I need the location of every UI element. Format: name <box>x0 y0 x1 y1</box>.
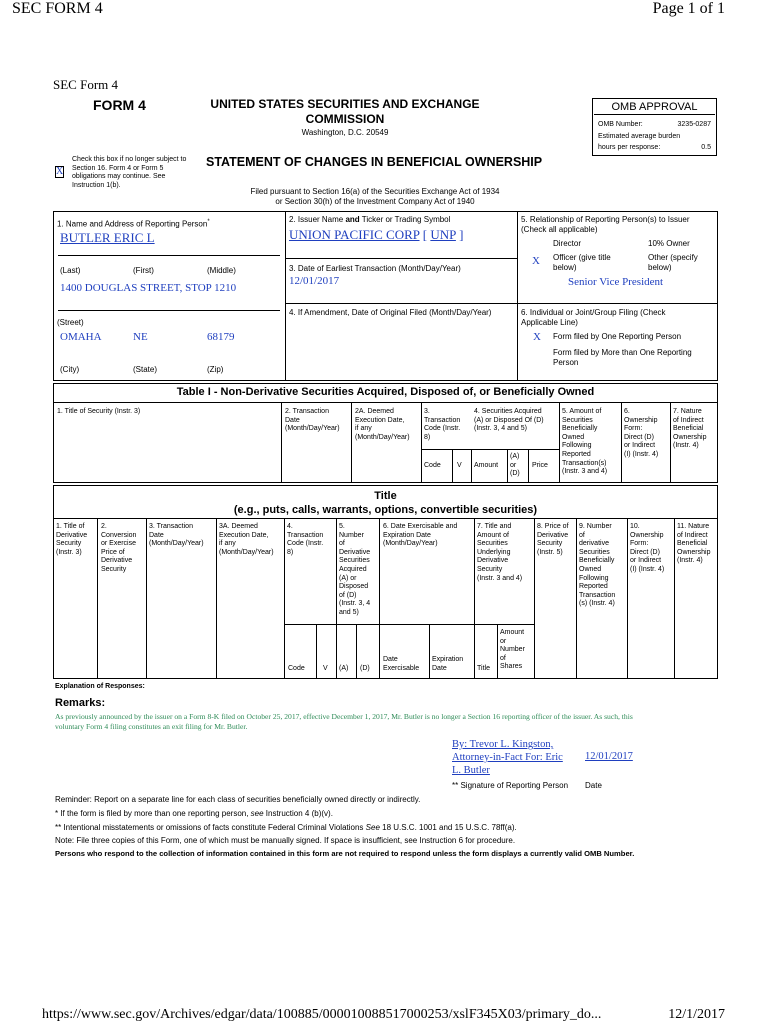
middle-label: (Middle) <box>207 266 236 275</box>
ticker-symbol[interactable]: UNP <box>430 227 456 242</box>
t2-col1: 1. Title of Derivative Security (Instr. 3) <box>56 523 88 556</box>
t2-title: Title <box>477 665 490 672</box>
t1-col3: 3. Transaction Code (Instr. 8) <box>424 408 461 441</box>
box2-label: 2. Issuer Name and Ticker or Trading Symbol <box>289 215 451 224</box>
last-label: (Last) <box>60 266 81 275</box>
form-4-label: FORM 4 <box>93 97 146 113</box>
sec-form-label: SEC Form 4 <box>53 77 119 92</box>
state-value: NE <box>133 331 148 343</box>
city-label: (City) <box>60 365 80 374</box>
t1-col1: 1. Title of Security (Instr. 3) <box>57 408 141 415</box>
date-label: Date <box>585 781 602 790</box>
t2-date-exercisable: Date Exercisable <box>383 656 420 672</box>
t1-col2: 2. Transaction Date (Month/Day/Year) <box>285 408 340 433</box>
remarks-heading: Remarks: <box>55 697 106 709</box>
officer-mark: X <box>532 255 540 267</box>
officer-title: Senior Vice President <box>568 276 664 288</box>
print-date: 12/1/2017 <box>668 1007 725 1022</box>
agency-name: UNITED STATES SECURITIES AND EXCHANGE COMMISSION <box>210 97 480 126</box>
t2-a: (A) <box>339 665 349 672</box>
other-label: Other (specify below) <box>648 253 698 272</box>
t1-code: Code <box>424 462 441 469</box>
explanation-heading: Explanation of Responses: <box>55 683 145 690</box>
t1-col4: 4. Securities Acquired (A) or Disposed Of (D) (Instr. 3, 4 and 5) <box>474 408 544 433</box>
director-label: Director <box>553 239 582 248</box>
zip-label: (Zip) <box>207 365 224 374</box>
t1-col5: 5. Amount of Securities Beneficially Owned Following Reported Transaction(s) (Instr. 3 and 4) <box>562 408 608 476</box>
box5-label: 5. Relationship of Reporting Person(s) to Issuer (Check all applicable) <box>521 215 690 234</box>
issuer-name[interactable]: UNION PACIFIC CORP [ UNP ] <box>289 227 464 242</box>
t1-col7: 7. Nature of Indirect Beneficial Ownership (Instr. 4) <box>673 408 707 450</box>
t2-col6: 6. Date Exercisable and Expiration Date (Month/Day/Year) <box>383 523 458 548</box>
signature-label: ** Signature of Reporting Person <box>452 781 569 790</box>
table-2-title: Title (e.g., puts, calls, warrants, options, convertible securities) <box>233 490 538 516</box>
officer-label: Officer (give title below) <box>553 253 611 272</box>
t1-a-or-d: (A) or (D) <box>510 453 520 478</box>
statement-title: STATEMENT OF CHANGES IN BENEFICIAL OWNERSHIP <box>206 155 543 169</box>
t1-col6: 6. Ownership Form: Direct (D) or Indirect (I) (Instr. 4) <box>624 408 659 458</box>
t2-col3a: 3A. Deemed Execution Date, if any (Month/Day/Year) <box>219 523 274 556</box>
omb-approval-box: OMB APPROVAL OMB Number: 3235-0287 Estimated average burden hours per response: 0.5 <box>592 98 717 156</box>
street-label: (Street) <box>57 318 84 327</box>
note-copies: Note: File three copies of this Form, one of which must be manually signed. If space is insufficient, see Instruction 6 for procedure. <box>55 836 516 845</box>
t2-col10: 10. Ownership Form: Direct (D) or Indirect (I) (Instr. 4) <box>630 523 665 573</box>
t2-col11: 11. Nature of Indirect Beneficial Ownership (Instr. 4) <box>677 523 711 565</box>
t2-amount-shares: Amount or Number of Shares <box>500 629 525 671</box>
remarks-text: As previously announced by the issuer on a Form 8-K filed on October 25, 2017, effective December 1, 2017, Mr. Butler is no longer a Section 16 reporting officer of the issuer. As such, this voluntary Form 4 filing constitutes an exit filing for Mr. Butler. <box>55 712 633 731</box>
t2-code: Code <box>288 665 305 672</box>
t2-col7: 7. Title and Amount of Securities Underlying Derivative Security (Instr. 3 and 4) <box>477 523 523 582</box>
first-label: (First) <box>133 266 154 275</box>
t1-amount: Amount <box>474 462 499 469</box>
box1-label: 1. Name and Address of Reporting Person* <box>57 219 210 229</box>
note-reminder: Reminder: Report on a separate line for each class of securities beneficially owned directly or indirectly. <box>55 795 421 804</box>
t2-v: V <box>323 665 328 672</box>
agency-location: Washington, D.C. 20549 <box>301 128 389 137</box>
t2-col2: 2. Conversion or Exercise Price of Derivative Security <box>101 523 137 573</box>
earliest-transaction-date: 12/01/2017 <box>289 275 340 287</box>
omb-title: OMB APPROVAL <box>594 100 715 115</box>
note-misstatements: ** Intentional misstatements or omissions of facts constitute Federal Criminal Violations See 18 U.S.C. 1001 and 15 U.S.C. 78ff(a). <box>55 823 517 832</box>
state-label: (State) <box>133 365 158 374</box>
t2-expiration-date: Expiration Date <box>432 656 464 672</box>
t2-col5: 5. Number of Derivative Securities Acquired (A) or Disposed of (D) (Instr. 3, 4 and 5) <box>339 523 371 616</box>
note-multiple-persons: * If the form is filed by more than one reporting person, see Instruction 4 (b)(v). <box>55 809 333 818</box>
signature-date: 12/01/2017 <box>585 751 633 762</box>
note-omb: Persons who respond to the collection of information contained in this form are not required to respond unless the form displays a currently valid OMB Number. <box>55 849 635 858</box>
one-person-label: Form filed by One Reporting Person <box>553 332 682 341</box>
signature-link[interactable]: By: Trevor L. Kingston, Attorney-in-Fact For: Eric L. Butler <box>452 739 563 776</box>
print-title: SEC FORM 4 <box>12 0 103 17</box>
more-persons-label: Form filed by More than One Reporting Person <box>553 348 692 367</box>
t2-col8: 8. Price of Derivative Security (Instr. 5) <box>537 523 569 556</box>
ten-percent-owner-label: 10% Owner <box>648 239 690 248</box>
t2-d: (D) <box>360 665 370 672</box>
t2-col9: 9. Number of derivative Securities Beneficially Owned Following Reported Transaction (s) (Instr. 4) <box>579 523 616 608</box>
no-longer-subject-checkbox[interactable]: X <box>56 166 64 177</box>
street-address: 1400 DOUGLAS STREET, STOP 1210 <box>60 282 237 294</box>
filed-pursuant: Filed pursuant to Section 16(a) of the Securities Exchange Act of 1934 or Section 30(h) of the Investment Company Act of 1940 <box>250 187 500 206</box>
box6-label: 6. Individual or Joint/Group Filing (Check Applicable Line) <box>521 308 666 327</box>
t1-price: Price <box>532 462 548 469</box>
zip-value: 68179 <box>207 331 235 343</box>
box4-label: 4. If Amendment, Date of Original Filed (Month/Day/Year) <box>289 308 492 317</box>
page-indicator: Page 1 of 1 <box>652 0 725 17</box>
t2-col4: 4. Transaction Code (Instr. 8) <box>287 523 324 556</box>
filing-mark: X <box>533 331 541 343</box>
box3-label: 3. Date of Earliest Transaction (Month/Day/Year) <box>289 264 461 273</box>
t2-col3: 3. Transaction Date (Month/Day/Year) <box>149 523 204 548</box>
t1-v: V <box>457 462 462 469</box>
page-url: https://www.sec.gov/Archives/edgar/data/100885/000010088517000253/xslF345X03/primary_do... <box>42 1007 602 1022</box>
t1-col2a: 2A. Deemed Execution Date, if any (Month/Day/Year) <box>355 408 410 441</box>
checkbox-description: Check this box if no longer subject to Section 16. Form 4 or Form 5 obligations may continue. See Instruction 1(b). <box>72 156 187 189</box>
reporting-person-name[interactable]: BUTLER ERIC L <box>60 230 155 245</box>
table-1-title: Table I - Non-Derivative Securities Acquired, Disposed of, or Beneficially Owned <box>176 386 595 398</box>
city-value: OMAHA <box>60 331 102 343</box>
